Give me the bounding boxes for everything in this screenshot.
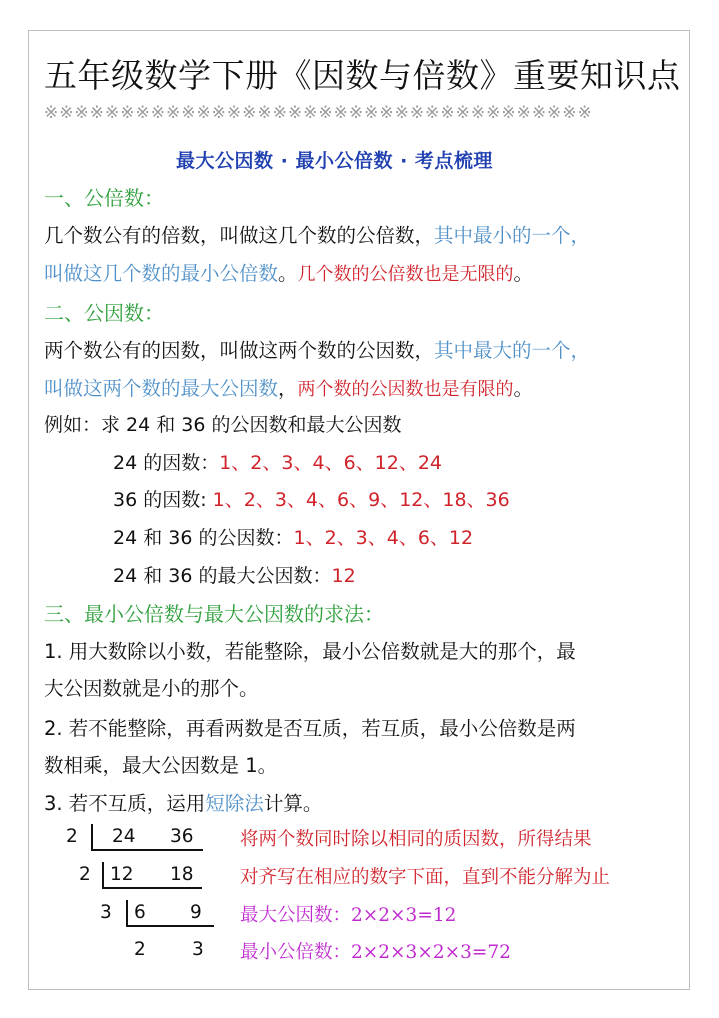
- section1-line1-blue: 其中最小的一个，: [434, 224, 591, 247]
- section1-line2-punct: 。: [278, 262, 298, 285]
- section2-line2-end: 。: [513, 377, 534, 400]
- division-value: 6: [134, 902, 146, 923]
- example-row-value: 1、2、3、4、6、12、24: [219, 452, 443, 474]
- division-note: 将两个数同时除以相同的质因数，所得结果: [240, 829, 592, 850]
- division-underline: [102, 887, 202, 889]
- section2-line2: [44, 373, 533, 401]
- example-prompt: 例如：求 24 和 36 的公因数和最大公因数: [44, 414, 402, 436]
- page-title: 五年级数学下册《因数与倍数》重要知识点: [44, 56, 681, 95]
- division-quotient: 3: [192, 939, 204, 960]
- section1-line2: [44, 258, 533, 286]
- example-row-value: 12: [331, 565, 356, 587]
- method2-line1: 2. 若不能整除，再看两数是否互质，若互质，最小公倍数是两: [44, 717, 576, 740]
- section1-line2-blue: 叫做这几个数的最小公倍数: [44, 262, 279, 285]
- division-value: 36: [170, 826, 194, 847]
- section3-heading: 三、最小公倍数与最大公因数的求法：: [44, 602, 384, 626]
- division-bracket: [102, 862, 104, 887]
- example-row-value: 1、2、3、4、6、9、12、18、36: [212, 489, 510, 511]
- example-row: [113, 485, 510, 512]
- section2-heading: 二、公因数：: [44, 301, 164, 325]
- method3-black: 3. 若不互质，运用: [44, 792, 206, 815]
- division-quotient: 2: [134, 939, 146, 960]
- section1-line1-black: 几个数公有的倍数，叫做这几个数的公倍数，: [44, 224, 435, 247]
- section1-line1: [44, 220, 590, 248]
- division-underline: [126, 925, 214, 927]
- division-bracket: [91, 824, 93, 849]
- example-row-label: 24 的因数：: [113, 452, 220, 474]
- division-bracket: [126, 900, 128, 925]
- section1-line2-end: 。: [513, 262, 534, 285]
- division-divisor: 3: [100, 902, 112, 923]
- method1-line2: 大公因数就是小的那个。: [44, 677, 259, 700]
- section2-line2-punct: ，: [278, 377, 298, 400]
- section2-line1: [44, 335, 590, 363]
- example-row: [113, 561, 356, 588]
- example-row: [113, 523, 473, 550]
- section1-heading: 一、公倍数：: [44, 186, 164, 210]
- division-value: 9: [190, 902, 202, 923]
- example-row-value: 1、2、3、4、6、12: [293, 527, 474, 549]
- division-underline: [91, 849, 203, 851]
- division-divisor: 2: [79, 864, 91, 885]
- example-row-label: 24 和 36 的公因数：: [113, 527, 294, 549]
- decorative-divider: ※※※※※※※※※※※※※※※※※※※※※※※※※※※※※※※※※※※※: [44, 103, 593, 123]
- method1-line1: 1. 用大数除以小数，若能整除，最小公倍数就是大的那个，最: [44, 640, 576, 663]
- division-divisor: 2: [66, 826, 78, 847]
- section1-line2-red: 几个数的公倍数也是无限的: [297, 264, 514, 285]
- section2-line1-blue: 其中最大的一个，: [434, 339, 591, 362]
- method3-blue: 短除法: [205, 792, 264, 815]
- division-value: 18: [170, 864, 194, 885]
- section2-line1-black: 两个数公有的因数，叫做这两个数的公因数，: [44, 339, 435, 362]
- method3-end: 计算。: [263, 792, 323, 815]
- division-value: 24: [112, 826, 136, 847]
- example-row: [113, 448, 442, 475]
- division-note: 对齐写在相应的数字下面，直到不能分解为止: [240, 867, 611, 888]
- example-row-label: 24 和 36 的最大公因数：: [113, 565, 332, 587]
- section2-line2-blue: 叫做这两个数的最大公因数: [44, 377, 279, 400]
- division-value: 12: [110, 864, 134, 885]
- lcm-result: 最小公倍数：2×2×3×2×3=72: [240, 942, 511, 963]
- example-row-label: 36 的因数:: [113, 489, 213, 511]
- method3-line: [44, 788, 322, 816]
- method2-line2: 数相乘，最大公因数是 1。: [44, 754, 278, 777]
- page-subtitle: 最大公因数 · 最小公倍数 · 考点梳理: [176, 150, 493, 172]
- gcd-result: 最大公因数：2×2×3=12: [240, 905, 457, 926]
- section2-line2-red: 两个数的公因数也是有限的: [297, 379, 514, 400]
